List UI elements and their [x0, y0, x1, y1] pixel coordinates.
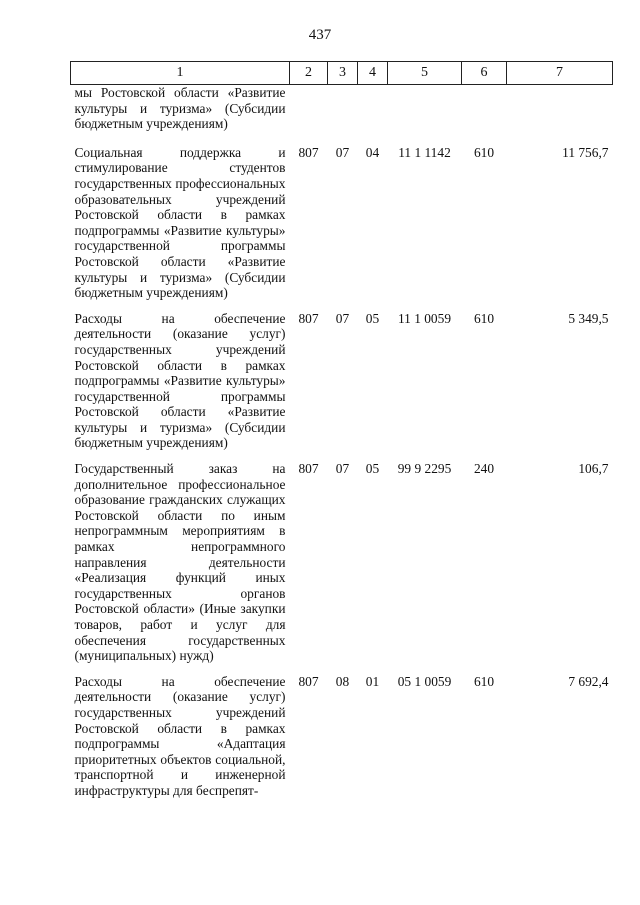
- header-col-section: 3: [328, 62, 358, 85]
- table-row: [71, 461, 613, 674]
- table-row: [71, 85, 613, 145]
- row-expense-type: 610: [473, 310, 495, 326]
- row-target: 05 1 0059: [397, 673, 452, 689]
- row-subsection: 01: [365, 673, 380, 689]
- row-subsection: 05: [365, 461, 380, 477]
- table-row: [71, 311, 613, 461]
- row-section: [328, 85, 358, 145]
- row-description: мы Ростовской области «Развитие культуры и туризма» (Субсидии бюджетным учреждениям): [74, 85, 286, 132]
- row-expense-type: 610: [473, 673, 495, 689]
- row-target: [388, 85, 462, 145]
- row-subsection: 04: [365, 144, 380, 160]
- row-ministry: 807: [298, 144, 319, 160]
- row-ministry: 807: [298, 461, 319, 477]
- row-target: 99 9 2295: [397, 461, 452, 477]
- row-amount: 106,7: [578, 461, 609, 477]
- page-number: 437: [308, 27, 332, 43]
- header-col-ministry: 2: [290, 62, 328, 85]
- row-section: 07: [335, 144, 350, 160]
- row-target: 11 1 0059: [397, 310, 452, 326]
- row-amount: [507, 85, 613, 145]
- row-description: Социальная поддержка и стимулирование студентов государственных профессиональных образовательных учреждений Ростовской области в рамках подпрограммы «Развитие культуры» государственной программы Ростовской области «Развитие культуры и туризма» (Субсидии бюджетным учреждениям): [74, 144, 286, 301]
- header-col-description: 1: [71, 62, 290, 85]
- row-description: Государственный заказ на дополнительное профессиональное образование гражданских служащих Ростовской области по иным непрограммным мероприятиям в рамках непрограммного направления деятельности «Реализация функций иных государственных органов Ростовской области» (Иные закупки товаров, работ и услуг для обеспечения государственных (муниципальных) нужд): [74, 461, 286, 664]
- table-row: [71, 145, 613, 311]
- row-expense-type: [462, 85, 507, 145]
- row-section: 07: [335, 461, 350, 477]
- row-subsection: 05: [365, 310, 380, 326]
- row-section: 08: [335, 673, 350, 689]
- header-col-target: 5: [388, 62, 462, 85]
- table-row: [71, 674, 613, 809]
- row-amount: 7 692,4: [568, 673, 609, 689]
- header-col-amount: 7: [507, 62, 613, 85]
- row-description: Расходы на обеспечение деятельности (оказание услуг) государственных учреждений Ростовской области в рамках подпрограммы «Развитие культуры» государственной программы Ростовской области «Развитие культуры и туризма» (Субсидии бюджетным учреждениям): [74, 310, 286, 451]
- row-amount: 11 756,7: [562, 144, 609, 160]
- row-expense-type: 610: [473, 144, 495, 160]
- row-amount: 5 349,5: [568, 310, 609, 326]
- row-subsection: [358, 85, 388, 145]
- row-expense-type: 240: [473, 461, 495, 477]
- header-col-expense-type: 6: [462, 62, 507, 85]
- row-description: Расходы на обеспечение деятельности (оказание услуг) государственных учреждений Ростовской области в рамках подпрограммы «Адаптация приоритетных объектов социальной, транспортной и инженерной инфраструктуры для беспрепят-: [74, 673, 286, 798]
- header-col-subsection: 4: [358, 62, 388, 85]
- row-ministry: 807: [298, 673, 319, 689]
- row-target: 11 1 1142: [398, 144, 451, 160]
- row-ministry: [290, 85, 328, 145]
- header-row: [71, 62, 613, 85]
- row-ministry: 807: [298, 310, 319, 326]
- budget-table: [70, 61, 613, 809]
- row-section: 07: [335, 310, 350, 326]
